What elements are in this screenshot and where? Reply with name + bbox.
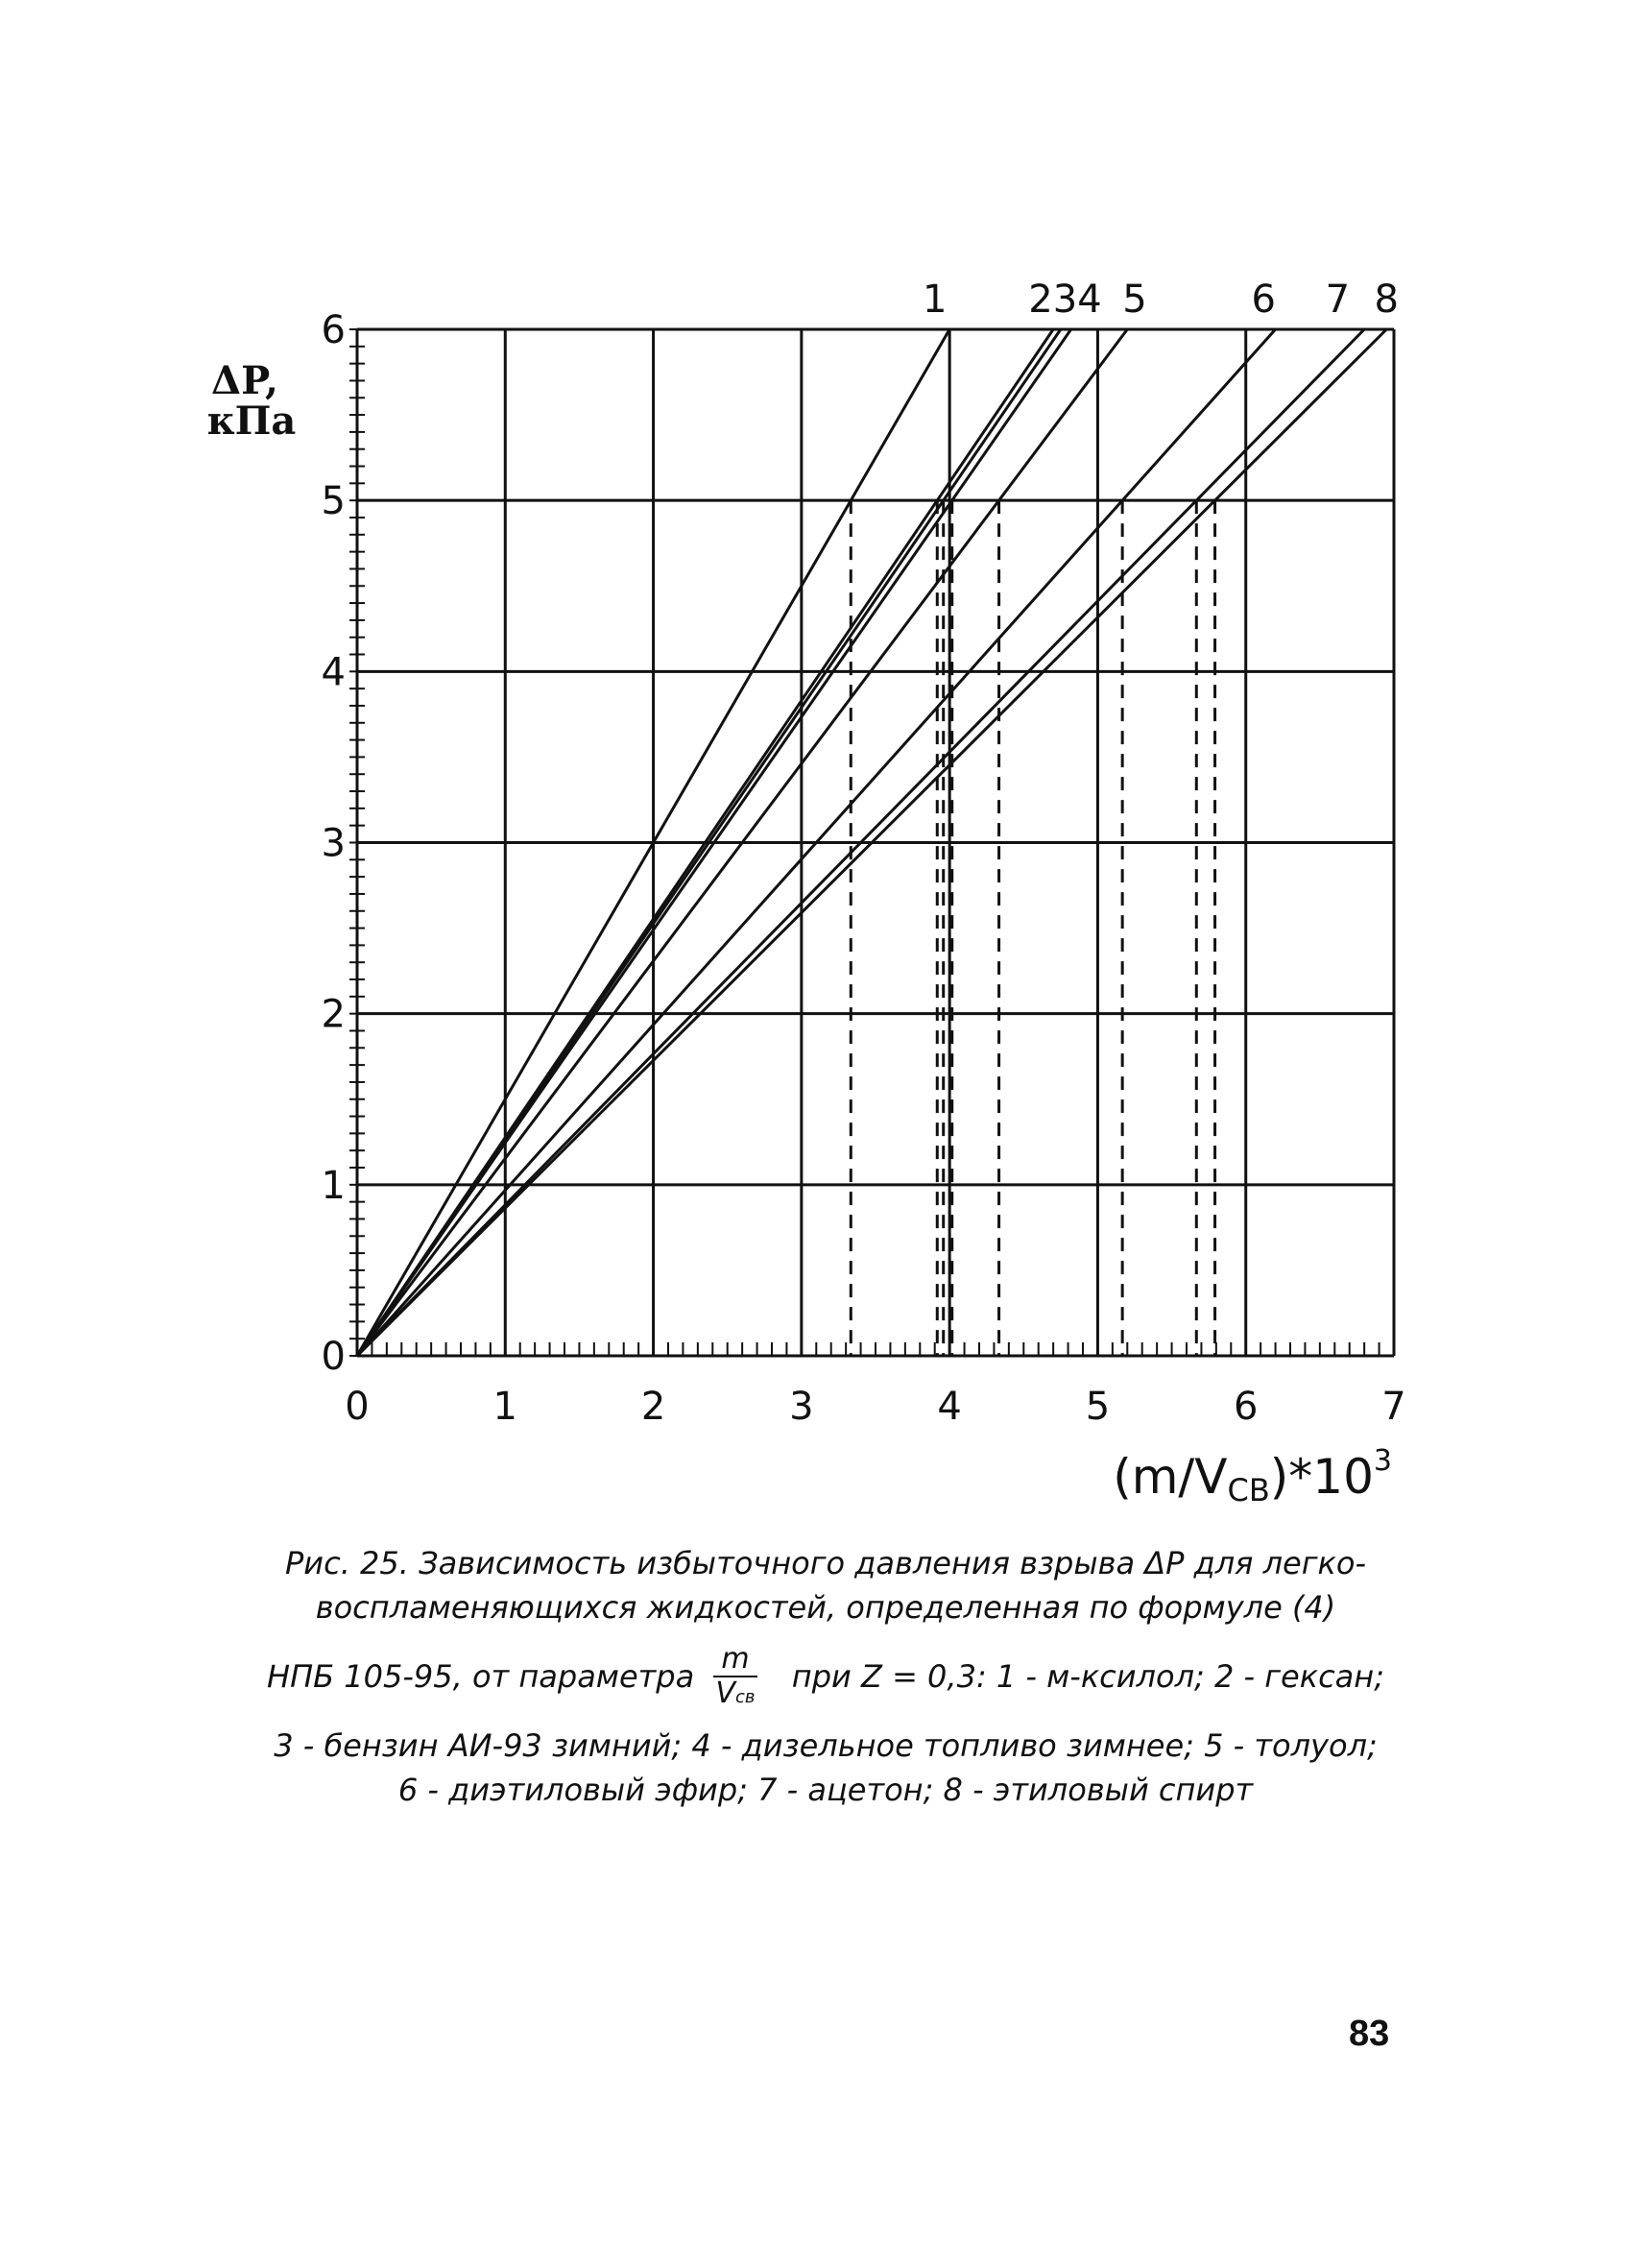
y-tick-label: 2 <box>321 992 346 1037</box>
fraction-denominator-letter: V <box>715 1677 735 1710</box>
y-tick-label: 6 <box>321 308 346 352</box>
caption-line-2: воспламеняющихся жидкостей, определенная по формуле (4) <box>315 1589 1336 1626</box>
y-tick-label: 4 <box>321 650 346 695</box>
x-tick-label: 0 <box>345 1385 370 1429</box>
series-top-label: 6 <box>1251 277 1276 322</box>
page-number: 83 <box>1349 2014 1390 2054</box>
y-tick-label: 3 <box>321 821 346 866</box>
caption-line-1: Рис. 25. Зависимость избыточного давления взрыва ΔР для легко- <box>285 1545 1366 1581</box>
fraction-denominator <box>713 1677 756 1714</box>
y-axis-label-line2: кПа <box>206 398 297 444</box>
x-axis-label: $(m/VСВ)*10^3$ <box>1113 1444 1392 1508</box>
y-axis-label-line1: ΔP, <box>211 358 278 403</box>
y-tick-label: 0 <box>321 1335 346 1379</box>
caption-line-3-prefix: НПБ 105-95, от параметра <box>267 1658 695 1695</box>
series-top-label: 5 <box>1122 277 1147 322</box>
caption-line-3 <box>230 1643 1421 1714</box>
series-top-label: 7 <box>1325 277 1351 322</box>
fraction-denominator-subscript: св <box>734 1687 756 1707</box>
y-tick-label: 5 <box>321 479 346 524</box>
y-tick-label: 1 <box>321 1163 346 1208</box>
x-tick-label: 2 <box>640 1385 666 1429</box>
figure-caption <box>230 1541 1421 1812</box>
x-tick-label: 6 <box>1233 1385 1259 1429</box>
fraction-m-over-v <box>713 1643 756 1714</box>
caption-line-5: 6 - диэтиловый эфир; 7 - ацетон; 8 - этиловый спирт <box>397 1772 1254 1808</box>
x-tick-label: 4 <box>937 1385 962 1429</box>
caption-line-3-suffix: при Z = 0,3: 1 - м-ксилол; 2 - гексан; <box>791 1658 1384 1695</box>
fraction-numerator: m <box>713 1643 756 1677</box>
x-tick-label: 1 <box>492 1385 518 1429</box>
x-tick-label: 5 <box>1085 1385 1111 1429</box>
series-top-label: 234 <box>1028 277 1102 322</box>
x-tick-label: 7 <box>1381 1385 1406 1429</box>
series-top-label: 1 <box>922 277 948 322</box>
series-top-label: 8 <box>1374 277 1400 322</box>
caption-line-4: 3 - бензин АИ-93 зимний; 4 - дизельное топливо зимнее; 5 - толуол; <box>274 1727 1378 1764</box>
x-tick-label: 3 <box>789 1385 814 1429</box>
